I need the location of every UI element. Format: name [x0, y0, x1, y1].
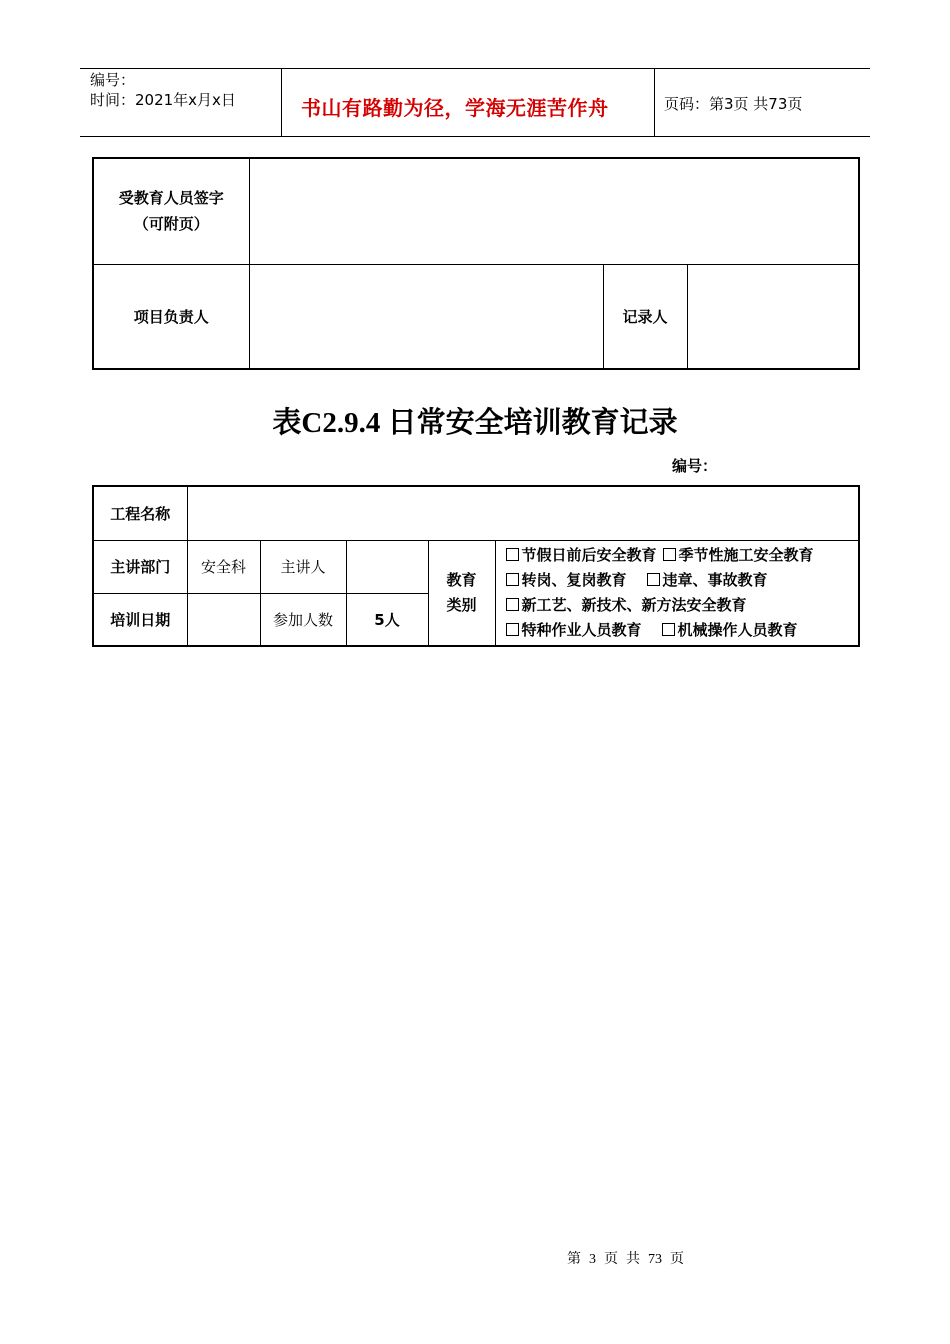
- checkbox-icon[interactable]: [506, 623, 519, 636]
- recorder-label: 记录人: [603, 264, 687, 369]
- trainee-sign-label: [93, 158, 249, 264]
- dept-label: 主讲部门: [93, 540, 187, 593]
- trainee-sign-field[interactable]: [249, 158, 859, 264]
- category-option-seasonal[interactable]: 季节性施工安全教育: [663, 543, 814, 568]
- footer-total-pages: 73: [648, 1252, 662, 1267]
- attendees-value: 5人: [346, 593, 428, 646]
- checkbox-icon[interactable]: [663, 548, 676, 561]
- attendees-label: 参加人数: [260, 593, 346, 646]
- project-name-label: 工程名称: [93, 486, 187, 540]
- footer-page-word-1: 页: [604, 1252, 618, 1267]
- checkbox-icon[interactable]: [506, 548, 519, 561]
- category-option-holiday[interactable]: 节假日前后安全教育: [506, 543, 657, 568]
- footer-total-word: 共: [626, 1252, 640, 1267]
- speaker-label: 主讲人: [260, 540, 346, 593]
- trainee-sign-label-line2: （可附页）: [133, 215, 209, 234]
- project-name-field[interactable]: [187, 486, 859, 540]
- page-footer: [563, 1248, 688, 1268]
- category-label-line2: 类别: [446, 595, 477, 614]
- training-record-table: [92, 485, 860, 647]
- form-number-label: 编号：: [672, 457, 718, 475]
- form-title: 表C2.9.4 日常安全培训教育记录: [272, 407, 678, 439]
- training-date-label: 培训日期: [93, 593, 187, 646]
- footer-page-word-2: 页: [670, 1252, 684, 1267]
- checkbox-icon[interactable]: [647, 573, 660, 586]
- training-date-field[interactable]: [187, 593, 260, 646]
- recorder-field[interactable]: [687, 264, 859, 369]
- speaker-field[interactable]: [346, 540, 428, 593]
- dept-value: 安全科: [187, 540, 260, 593]
- header-number-label: 编号：: [90, 71, 136, 89]
- category-options: [495, 540, 859, 646]
- header-top-rule: [80, 68, 870, 69]
- category-option-transfer[interactable]: 转岗、复岗教育: [506, 568, 627, 593]
- category-label: [428, 540, 495, 646]
- project-lead-field[interactable]: [249, 264, 603, 369]
- header-divider-left: [281, 68, 282, 136]
- header-date: 时间：2021年x月x日: [90, 91, 236, 109]
- header-bottom-rule: [80, 136, 870, 137]
- project-lead-label: 项目负责人: [93, 264, 249, 369]
- checkbox-icon[interactable]: [662, 623, 675, 636]
- footer-current-page: 3: [589, 1252, 596, 1267]
- category-label-line1: 教育: [446, 570, 477, 589]
- footer-prefix: 第: [567, 1252, 581, 1267]
- header-motto: 书山有路勤为径，学海无涯苦作舟: [301, 96, 609, 120]
- category-option-new-methods[interactable]: 新工艺、新技术、新方法安全教育: [506, 593, 747, 618]
- category-option-special-ops[interactable]: 特种作业人员教育: [506, 618, 642, 643]
- category-line-1: [506, 543, 859, 568]
- header-divider-right: [654, 68, 655, 136]
- category-line-4: [506, 618, 859, 643]
- category-option-violation[interactable]: 违章、事故教育: [647, 568, 768, 593]
- category-line-2: [506, 568, 859, 593]
- trainee-sign-label-line1: 受教育人员签字: [118, 189, 224, 208]
- category-line-3: [506, 593, 859, 618]
- category-option-machine-ops[interactable]: 机械操作人员教育: [662, 618, 798, 643]
- checkbox-icon[interactable]: [506, 573, 519, 586]
- header-page-info: 页码：第3页 共73页: [664, 95, 803, 113]
- checkbox-icon[interactable]: [506, 598, 519, 611]
- signature-table: [92, 157, 860, 370]
